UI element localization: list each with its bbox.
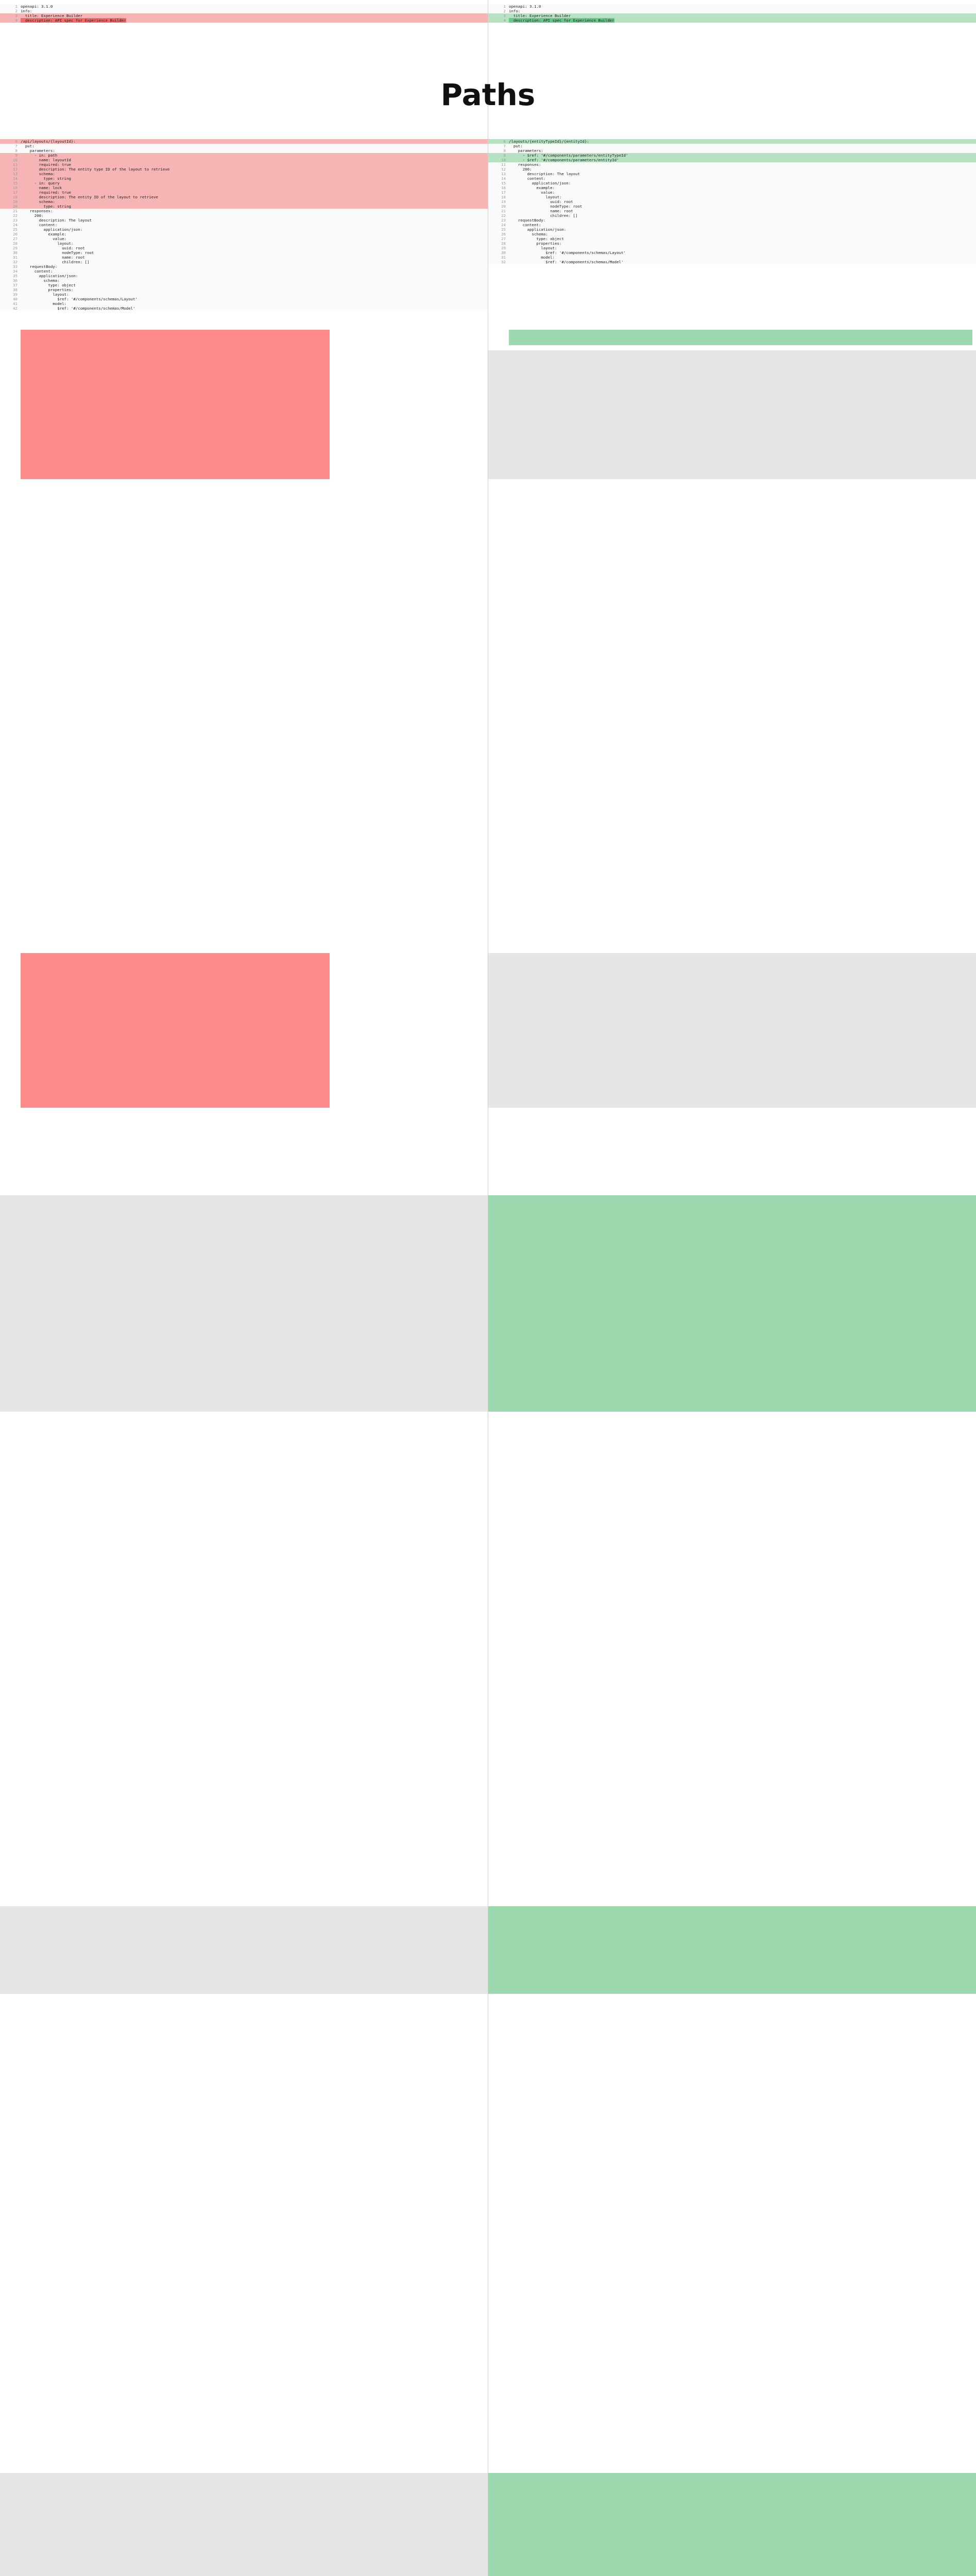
code-text: value: [21, 236, 66, 241]
removed-block [21, 330, 330, 479]
header-right-pane [488, 4, 976, 23]
code-text: name: lock [21, 185, 62, 190]
code-text: name: layoutId [21, 158, 71, 162]
code-text: $ref: '#/components/schemas/Model' [509, 260, 624, 264]
diff-line [0, 269, 488, 274]
diff-line [0, 306, 488, 311]
line-number: 27 [501, 236, 506, 241]
line-number: 7 [503, 144, 506, 148]
code-text: put: [509, 144, 523, 148]
line-number: 22 [13, 213, 18, 218]
line-number: 12 [501, 167, 506, 172]
diff-line-removed [0, 158, 488, 162]
line-number: 18 [13, 195, 18, 199]
diff-line [488, 167, 976, 172]
line-number: 27 [13, 236, 18, 241]
line-number: 11 [13, 162, 18, 167]
line-number: 14 [13, 176, 18, 181]
diff-line [0, 297, 488, 301]
code-text: model: [21, 301, 66, 306]
code-text: parameters: [21, 148, 55, 153]
code-text: application/json: [509, 181, 571, 185]
diff-line [0, 283, 488, 287]
diff-line: 2 info: [0, 9, 488, 13]
diff-line [0, 223, 488, 227]
code-text: application/json: [509, 227, 567, 232]
line-number: 31 [13, 255, 18, 260]
line-number: 20 [501, 204, 506, 209]
code-text: schema: [21, 278, 60, 283]
code-text: uuid: root [21, 246, 85, 250]
diff-line-removed [0, 167, 488, 172]
line-number: 36 [13, 278, 18, 283]
code-text: schema: [509, 232, 548, 236]
diff-line [488, 181, 976, 185]
added-block [509, 330, 972, 345]
added-block [488, 1906, 976, 1994]
code-text: $ref: '#/components/schemas/Layout' [509, 250, 626, 255]
diff-line [488, 236, 976, 241]
code-text: put: [21, 144, 35, 148]
diff-line [488, 185, 976, 190]
line-number: 23 [501, 218, 506, 223]
line-number: 19 [501, 199, 506, 204]
line-number: 31 [501, 255, 506, 260]
diff-line [488, 250, 976, 255]
diff-line [488, 255, 976, 260]
code-text: description: The entity ID of the layout to retrieve [21, 195, 158, 199]
line-number: 39 [13, 292, 18, 297]
code-text: content: [21, 223, 58, 227]
diff-line [488, 232, 976, 236]
code-text: type: string [21, 176, 71, 181]
line-number: 10 [13, 158, 18, 162]
line-number: 38 [13, 287, 18, 292]
line-number: 23 [13, 218, 18, 223]
code-text: required: true [21, 190, 71, 195]
code-text: $ref: '#/components/schemas/Model' [21, 306, 135, 311]
line-number: 18 [501, 195, 506, 199]
diff-line [0, 218, 488, 223]
diff-line [0, 250, 488, 255]
code-text: responses: [509, 162, 541, 167]
line-number: 19 [13, 199, 18, 204]
code-text: type: object [21, 283, 76, 287]
code-text: name: root [21, 255, 85, 260]
diff-line [488, 204, 976, 209]
header-left-pane [0, 4, 488, 23]
line-number: 29 [13, 246, 18, 250]
code-text: - in: query [21, 181, 60, 185]
code-text: model: [509, 255, 555, 260]
diff-line-added [488, 139, 976, 144]
diff-line-removed [0, 139, 488, 144]
line-number: 41 [13, 301, 18, 306]
code-text: $ref: '#/components/schemas/Layout' [21, 297, 138, 301]
empty-block [0, 2473, 488, 2576]
line-number: 7 [15, 144, 18, 148]
diff-line [488, 195, 976, 199]
empty-block [0, 1906, 488, 1994]
diff-line [0, 232, 488, 236]
diff-line [488, 172, 976, 176]
line-number: 30 [13, 250, 18, 255]
diff-line-added [488, 153, 976, 158]
line-number: 28 [501, 241, 506, 246]
line-number: 11 [501, 162, 506, 167]
diff-line-removed [0, 162, 488, 167]
line-number: 34 [13, 269, 18, 274]
line-number: 8 [503, 148, 506, 153]
code-text: children: [] [21, 260, 90, 264]
diff-line [0, 278, 488, 283]
line-number: 42 [13, 306, 18, 311]
diff-line [0, 274, 488, 278]
diff-line [488, 227, 976, 232]
line-number: 25 [13, 227, 18, 232]
line-number: 24 [501, 223, 506, 227]
diff-line-removed [0, 181, 488, 185]
code-text: - in: path [21, 153, 58, 158]
diff-line-removed: 4 description: API spec for Experience Builder [0, 18, 488, 23]
diff-line-added: 4 description: API spec for Experience Builder [488, 18, 976, 23]
diff-line [488, 218, 976, 223]
diff-line-removed [0, 172, 488, 176]
diff-line [488, 241, 976, 246]
diff-line-removed [0, 153, 488, 158]
line-number: 6 [503, 139, 506, 144]
diff-line-added: 3 title: Experience Builder [488, 13, 976, 18]
line-number: 17 [13, 190, 18, 195]
line-number: 37 [13, 283, 18, 287]
line-number: 33 [13, 264, 18, 269]
code-text: name: root [509, 209, 573, 213]
code-text: content: [21, 269, 53, 274]
line-number: 14 [501, 176, 506, 181]
code-text: layout: [21, 241, 74, 246]
diff-line [488, 209, 976, 213]
code-text: responses: [21, 209, 53, 213]
removed-block [21, 953, 330, 1108]
diff-line-removed [0, 190, 488, 195]
paths-left-pane [0, 139, 488, 311]
code-text: - $ref: '#/components/parameters/entityId' [509, 158, 619, 162]
code-text: example: [509, 185, 555, 190]
code-text: layout: [509, 195, 562, 199]
diff-line [0, 255, 488, 260]
empty-block [488, 953, 976, 1108]
code-text: parameters: [509, 148, 543, 153]
code-text: application/json: [21, 227, 83, 232]
line-number: 26 [501, 232, 506, 236]
line-number: 22 [501, 213, 506, 218]
line-number: 21 [501, 209, 506, 213]
diff-line [0, 246, 488, 250]
code-text: content: [509, 176, 546, 181]
diff-line [488, 213, 976, 218]
code-text: /api/layouts/{layoutId}: [21, 139, 76, 144]
empty-block [488, 350, 976, 479]
line-number: 35 [13, 274, 18, 278]
line-number: 9 [503, 153, 506, 158]
line-number: 8 [15, 148, 18, 153]
line-number: 29 [501, 246, 506, 250]
diff-line-removed [0, 199, 488, 204]
line-number: 40 [13, 297, 18, 301]
code-text: nodeType: root [21, 250, 94, 255]
code-text: layout: [509, 246, 557, 250]
added-block [488, 2473, 976, 2576]
diff-line [488, 176, 976, 181]
diff-line [0, 260, 488, 264]
line-number: 32 [13, 260, 18, 264]
code-text: properties: [21, 287, 74, 292]
code-text: /layouts/{entityTypeId}/{entityId}: [509, 139, 589, 144]
code-text: layout: [21, 292, 69, 297]
code-text: content: [509, 223, 541, 227]
code-text: value: [509, 190, 555, 195]
diff-line: 2 info: [488, 9, 976, 13]
code-text: properties: [509, 241, 562, 246]
diff-line [488, 190, 976, 195]
diff-line [0, 241, 488, 246]
added-block [488, 1195, 976, 1412]
code-text: requestBody: [509, 218, 546, 223]
line-number: 16 [501, 185, 506, 190]
code-text: description: The entity type ID of the layout to retrieve [21, 167, 170, 172]
diff-line: 1 openapi: 3.1.0 [0, 4, 488, 9]
diff-line-removed [0, 195, 488, 199]
diff-line-removed [0, 185, 488, 190]
diff-line [0, 264, 488, 269]
code-text: example: [21, 232, 66, 236]
code-text: uuid: root [509, 199, 573, 204]
code-text: description: The layout [509, 172, 580, 176]
line-number: 21 [13, 209, 18, 213]
line-number: 9 [15, 153, 18, 158]
line-number: 15 [13, 181, 18, 185]
diff-line [0, 209, 488, 213]
line-number: 13 [13, 172, 18, 176]
line-number: 12 [13, 167, 18, 172]
diff-line [0, 144, 488, 148]
code-text: requestBody: [21, 264, 58, 269]
diff-line-added [488, 158, 976, 162]
line-number: 16 [13, 185, 18, 190]
code-text: type: object [509, 236, 564, 241]
diff-line [488, 246, 976, 250]
code-text: schema: [21, 199, 55, 204]
diff-line [0, 213, 488, 218]
line-number: 26 [13, 232, 18, 236]
code-text: - $ref: '#/components/parameters/entityTypeId' [509, 153, 628, 158]
line-number: 30 [501, 250, 506, 255]
line-number: 32 [501, 260, 506, 264]
code-text: children: [] [509, 213, 578, 218]
diff-line [0, 301, 488, 306]
diff-line [0, 287, 488, 292]
diff-line [488, 223, 976, 227]
paths-right-pane [488, 139, 976, 264]
diff-line [488, 260, 976, 264]
diff-line: 1 openapi: 3.1.0 [488, 4, 976, 9]
diff-line-removed: 3 title: Experience Builder [0, 13, 488, 18]
line-number: 28 [13, 241, 18, 246]
diff-line [0, 236, 488, 241]
diff-line [488, 144, 976, 148]
code-text: required: true [21, 162, 71, 167]
line-number: 6 [15, 139, 18, 144]
line-number: 20 [13, 204, 18, 209]
diff-line [488, 148, 976, 153]
code-text: application/json: [21, 274, 78, 278]
line-number: 15 [501, 181, 506, 185]
line-number: 17 [501, 190, 506, 195]
line-number: 13 [501, 172, 506, 176]
diff-line-removed [0, 176, 488, 181]
section-title-paths: Paths [440, 77, 536, 112]
diff-line [0, 292, 488, 297]
code-text: 200: [21, 213, 44, 218]
empty-block [0, 1195, 488, 1412]
code-text: schema: [21, 172, 55, 176]
line-number: 24 [13, 223, 18, 227]
diff-line [0, 148, 488, 153]
diff-line [488, 162, 976, 167]
diff-line-removed [0, 204, 488, 209]
code-text: description: The layout [21, 218, 92, 223]
diff-line [488, 199, 976, 204]
diff-line [0, 227, 488, 232]
code-text: type: string [21, 204, 71, 209]
line-number: 25 [501, 227, 506, 232]
code-text: nodeType: root [509, 204, 583, 209]
line-number: 10 [501, 158, 506, 162]
code-text: 200: [509, 167, 532, 172]
